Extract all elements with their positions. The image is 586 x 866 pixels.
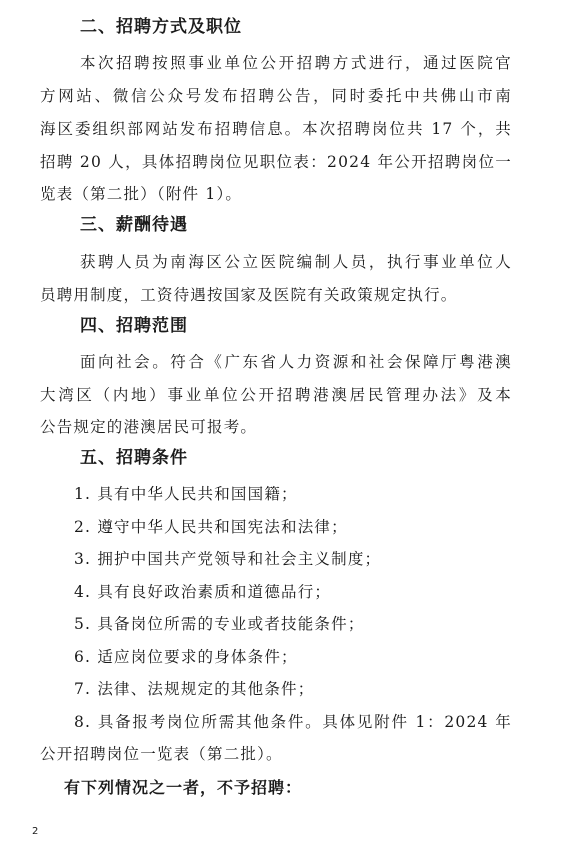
page-number: 2 — [32, 826, 39, 837]
paragraph-line: 览表（第二批）（附件 1）。 — [40, 185, 243, 203]
paragraph-line: 获聘人员为南海区公立医院编制人员，执行事业单位人 — [80, 253, 512, 271]
list-item: 1. 具有中华人民共和国国籍； — [74, 485, 298, 503]
section-heading-salary: 三、薪酬待遇 — [80, 215, 188, 235]
paragraph-line: 公告规定的港澳居民可报考。 — [40, 418, 258, 436]
paragraph-line: 面向社会。符合《广东省人力资源和社会保障厅粤港澳 — [80, 353, 512, 371]
paragraph-line: 招聘 20 人，具体招聘岗位见职位表：2024 年公开招聘岗位一 — [40, 153, 512, 171]
paragraph-line: 员聘用制度，工资待遇按国家及医院有关政策规定执行。 — [40, 286, 458, 304]
list-item: 3. 拥护中国共产党领导和社会主义制度； — [74, 550, 382, 568]
closing-statement: 有下列情况之一者，不予招聘： — [64, 778, 303, 797]
list-item-continuation: 公开招聘岗位一览表（第二批）。 — [40, 745, 283, 763]
list-item: 7. 法律、法规规定的其他条件； — [74, 680, 315, 698]
section-heading-conditions: 五、招聘条件 — [80, 448, 188, 468]
list-item: 8. 具备报考岗位所需其他条件。具体见附件 1：2024 年 — [74, 713, 512, 731]
list-item: 6. 适应岗位要求的身体条件； — [74, 648, 298, 666]
list-item: 4. 具有良好政治素质和道德品行； — [74, 583, 332, 601]
paragraph-line: 大湾区（内地）事业单位公开招聘港澳居民管理办法》及本 — [40, 386, 512, 404]
paragraph-line: 方网站、微信公众号发布招聘公告，同时委托中共佛山市南 — [40, 87, 512, 105]
paragraph-line: 本次招聘按照事业单位公开招聘方式进行，通过医院官 — [80, 54, 512, 72]
paragraph-line: 海区委组织部网站发布招聘信息。本次招聘岗位共 17 个，共 — [40, 120, 512, 138]
list-item: 5. 具备岗位所需的专业或者技能条件； — [74, 615, 365, 633]
section-heading-recruitment-method: 二、招聘方式及职位 — [80, 17, 242, 37]
section-heading-scope: 四、招聘范围 — [80, 316, 188, 336]
list-item: 2. 遵守中华人民共和国宪法和法律； — [74, 518, 348, 536]
